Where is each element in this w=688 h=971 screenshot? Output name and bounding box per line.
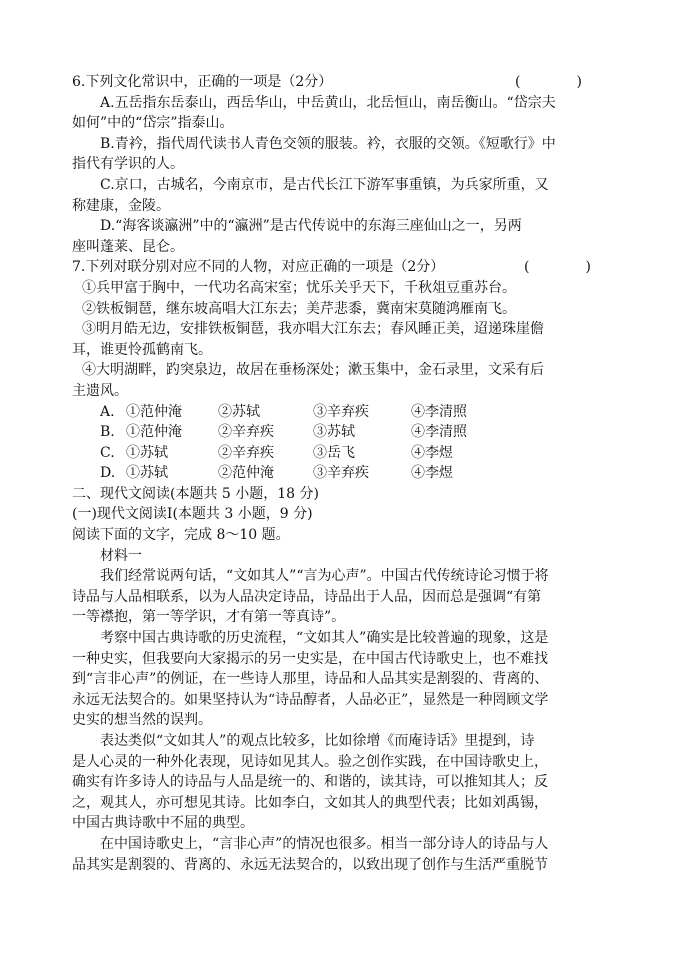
passage-line: 中国古典诗歌中不屈的典型。	[72, 815, 254, 832]
q7-option-row	[72, 422, 620, 443]
passage-line: 到“言非心声”的例证，在一些诗人那里，诗品和人品其实是割裂的、背离的、	[72, 671, 549, 688]
q7-option-cell: ①范仲淹	[126, 403, 182, 420]
q6-option-a-cont: 如何”中的“岱宗”指泰山。	[72, 115, 234, 132]
q6-option-d-cont: 座叫蓬莱、昆仑。	[72, 238, 184, 255]
q7-option-cell: ①范仲淹	[126, 424, 182, 441]
passage-line: 永远无法契合的。如果坚持认为“诗品醇者，人品必正”，显然是一种罔顾文学	[72, 691, 549, 708]
passage-line: 一种史实，但我要向大家揭示的另一史实是，在中国古代诗歌史上，也不难找	[72, 650, 548, 667]
q7-option-cell: ②苏轼	[218, 403, 260, 420]
q7-option-cell: ③辛弃疾	[313, 465, 369, 482]
q7-option-cell: ①苏轼	[126, 465, 168, 482]
q7-option-letter: D.	[100, 465, 116, 482]
q7-option-row	[72, 402, 620, 423]
q7-option-cell: ④李清照	[411, 403, 467, 420]
passage-line: 之，观其人，亦可想见其诗。比如李白，文如其人的典型代表；比如刘禹锡，	[72, 794, 548, 811]
q7-couplet-2: ②铁板铜琶，继东坡高唱大江东去；美芹悲黍，冀南宋莫随鸿雁南飞。	[82, 300, 516, 317]
q6-stem	[72, 72, 620, 93]
subsection-title: (一)现代文阅读Ⅰ(本题共 3 小题，9 分)	[72, 506, 313, 523]
q7-option-row	[72, 443, 620, 464]
passage-line: 我们经常说两句话，“文如其人”“言为心声”。中国古代传统诗论习惯于将	[100, 568, 549, 585]
q6-stem-text: 6.下列文化常识中，正确的一项是（2分）	[72, 74, 333, 90]
q7-option-cell: ③辛弃疾	[313, 403, 369, 420]
reading-instruction: 阅读下面的文字，完成 8～10 题。	[72, 527, 290, 544]
q6-answer-blank: ( )	[515, 74, 582, 90]
q7-option-cell: ④李煜	[411, 465, 453, 482]
q7-option-cell: ④李煜	[411, 444, 453, 461]
q6-option-c: C.京口，古城名，今南京市，是古代长江下游军事重镇，为兵家所重，又	[100, 176, 549, 193]
q7-stem-text: 7.下列对联分别对应不同的人物，对应正确的一项是（2分）	[72, 259, 445, 276]
q7-couplet-3: ③明月皓无边，安排铁板铜琶，我亦唱大江东去；春风睡正美，迢递珠崖儋	[82, 321, 544, 338]
q7-option-letter: A.	[100, 403, 115, 420]
q7-answer-blank: ( )	[524, 259, 591, 276]
q6-option-b: B.青衿，指代周代读书人青色交领的服装。衿，衣服的交领。《短歌行》中	[100, 135, 556, 152]
q7-option-letter: B.	[100, 424, 115, 441]
q7-option-cell: ①苏轼	[126, 444, 168, 461]
passage-line: 在中国诗歌史上，“言非心声”的情况也很多。相当一部分诗人的诗品与人	[100, 835, 549, 852]
q7-couplet-3-cont: 耳，谁更怜孤鹤南飞。	[72, 341, 212, 358]
q7-couplet-4-cont: 主遗风。	[72, 382, 128, 399]
exam-page	[72, 72, 620, 875]
q7-option-cell: ④李清照	[411, 424, 467, 441]
q7-stem	[72, 257, 620, 278]
q7-couplet-4: ④大明湖畔，趵突泉边，故居在垂杨深处；漱玉集中，金石录里，文采有后	[82, 362, 544, 379]
q7-option-cell: ③苏轼	[313, 424, 355, 441]
q7-option-cell: ③岳飞	[313, 444, 355, 461]
q6-option-c-cont: 称建康，金陵。	[72, 197, 170, 214]
passage-line: 表达类似“文如其人”的观点比较多，比如徐增《而庵诗话》里提到，诗	[100, 733, 535, 749]
passage-line: 诗品与人品相联系，以为人品决定诗品，诗品出于人品，因而总是强调“有第	[72, 588, 542, 605]
q6-option-b-cont: 指代有学识的人。	[72, 156, 184, 173]
section-title: 二、现代文阅读(本题共 5 小题，18 分)	[72, 485, 319, 502]
q6-option-d: D.“海客谈瀛洲”中的“瀛洲”是古代传说中的东海三座仙山之一，另两	[100, 218, 522, 235]
q7-option-cell: ②范仲淹	[218, 465, 274, 482]
q6-option-a: A.五岳指东岳泰山，西岳华山，中岳黄山，北岳恒山，南岳衡山。“岱宗夫	[100, 94, 556, 111]
passage-line: 考察中国古典诗歌的历史流程，“文如其人”确实是比较普遍的现象，这是	[100, 630, 549, 647]
q7-couplet-1: ①兵甲富于胸中，一代功名高宋室；忧乐关乎天下，千秋俎豆重苏台。	[82, 279, 516, 296]
passage-line: 品其实是割裂的、背离的、永远无法契合的，以致出现了创作与生活严重脱节	[72, 856, 548, 873]
q7-option-cell: ②辛弃疾	[218, 424, 274, 441]
passage-line: 一等襟抱，第一等学识，才有第一等真诗”。	[72, 609, 346, 626]
q7-option-letter: C.	[100, 444, 115, 461]
passage-line: 史实的想当然的误判。	[72, 712, 212, 729]
material-label: 材料一	[100, 547, 142, 564]
passage-line: 是人心灵的一种外化表现，见诗如见其人。验之创作实践，在中国诗歌史上，	[72, 753, 548, 770]
passage-line: 确实有许多诗人的诗品与人品是统一的、和谐的，读其诗，可以推知其人；反	[72, 774, 548, 791]
q7-option-row	[72, 463, 620, 484]
q7-option-cell: ②辛弃疾	[218, 444, 274, 461]
